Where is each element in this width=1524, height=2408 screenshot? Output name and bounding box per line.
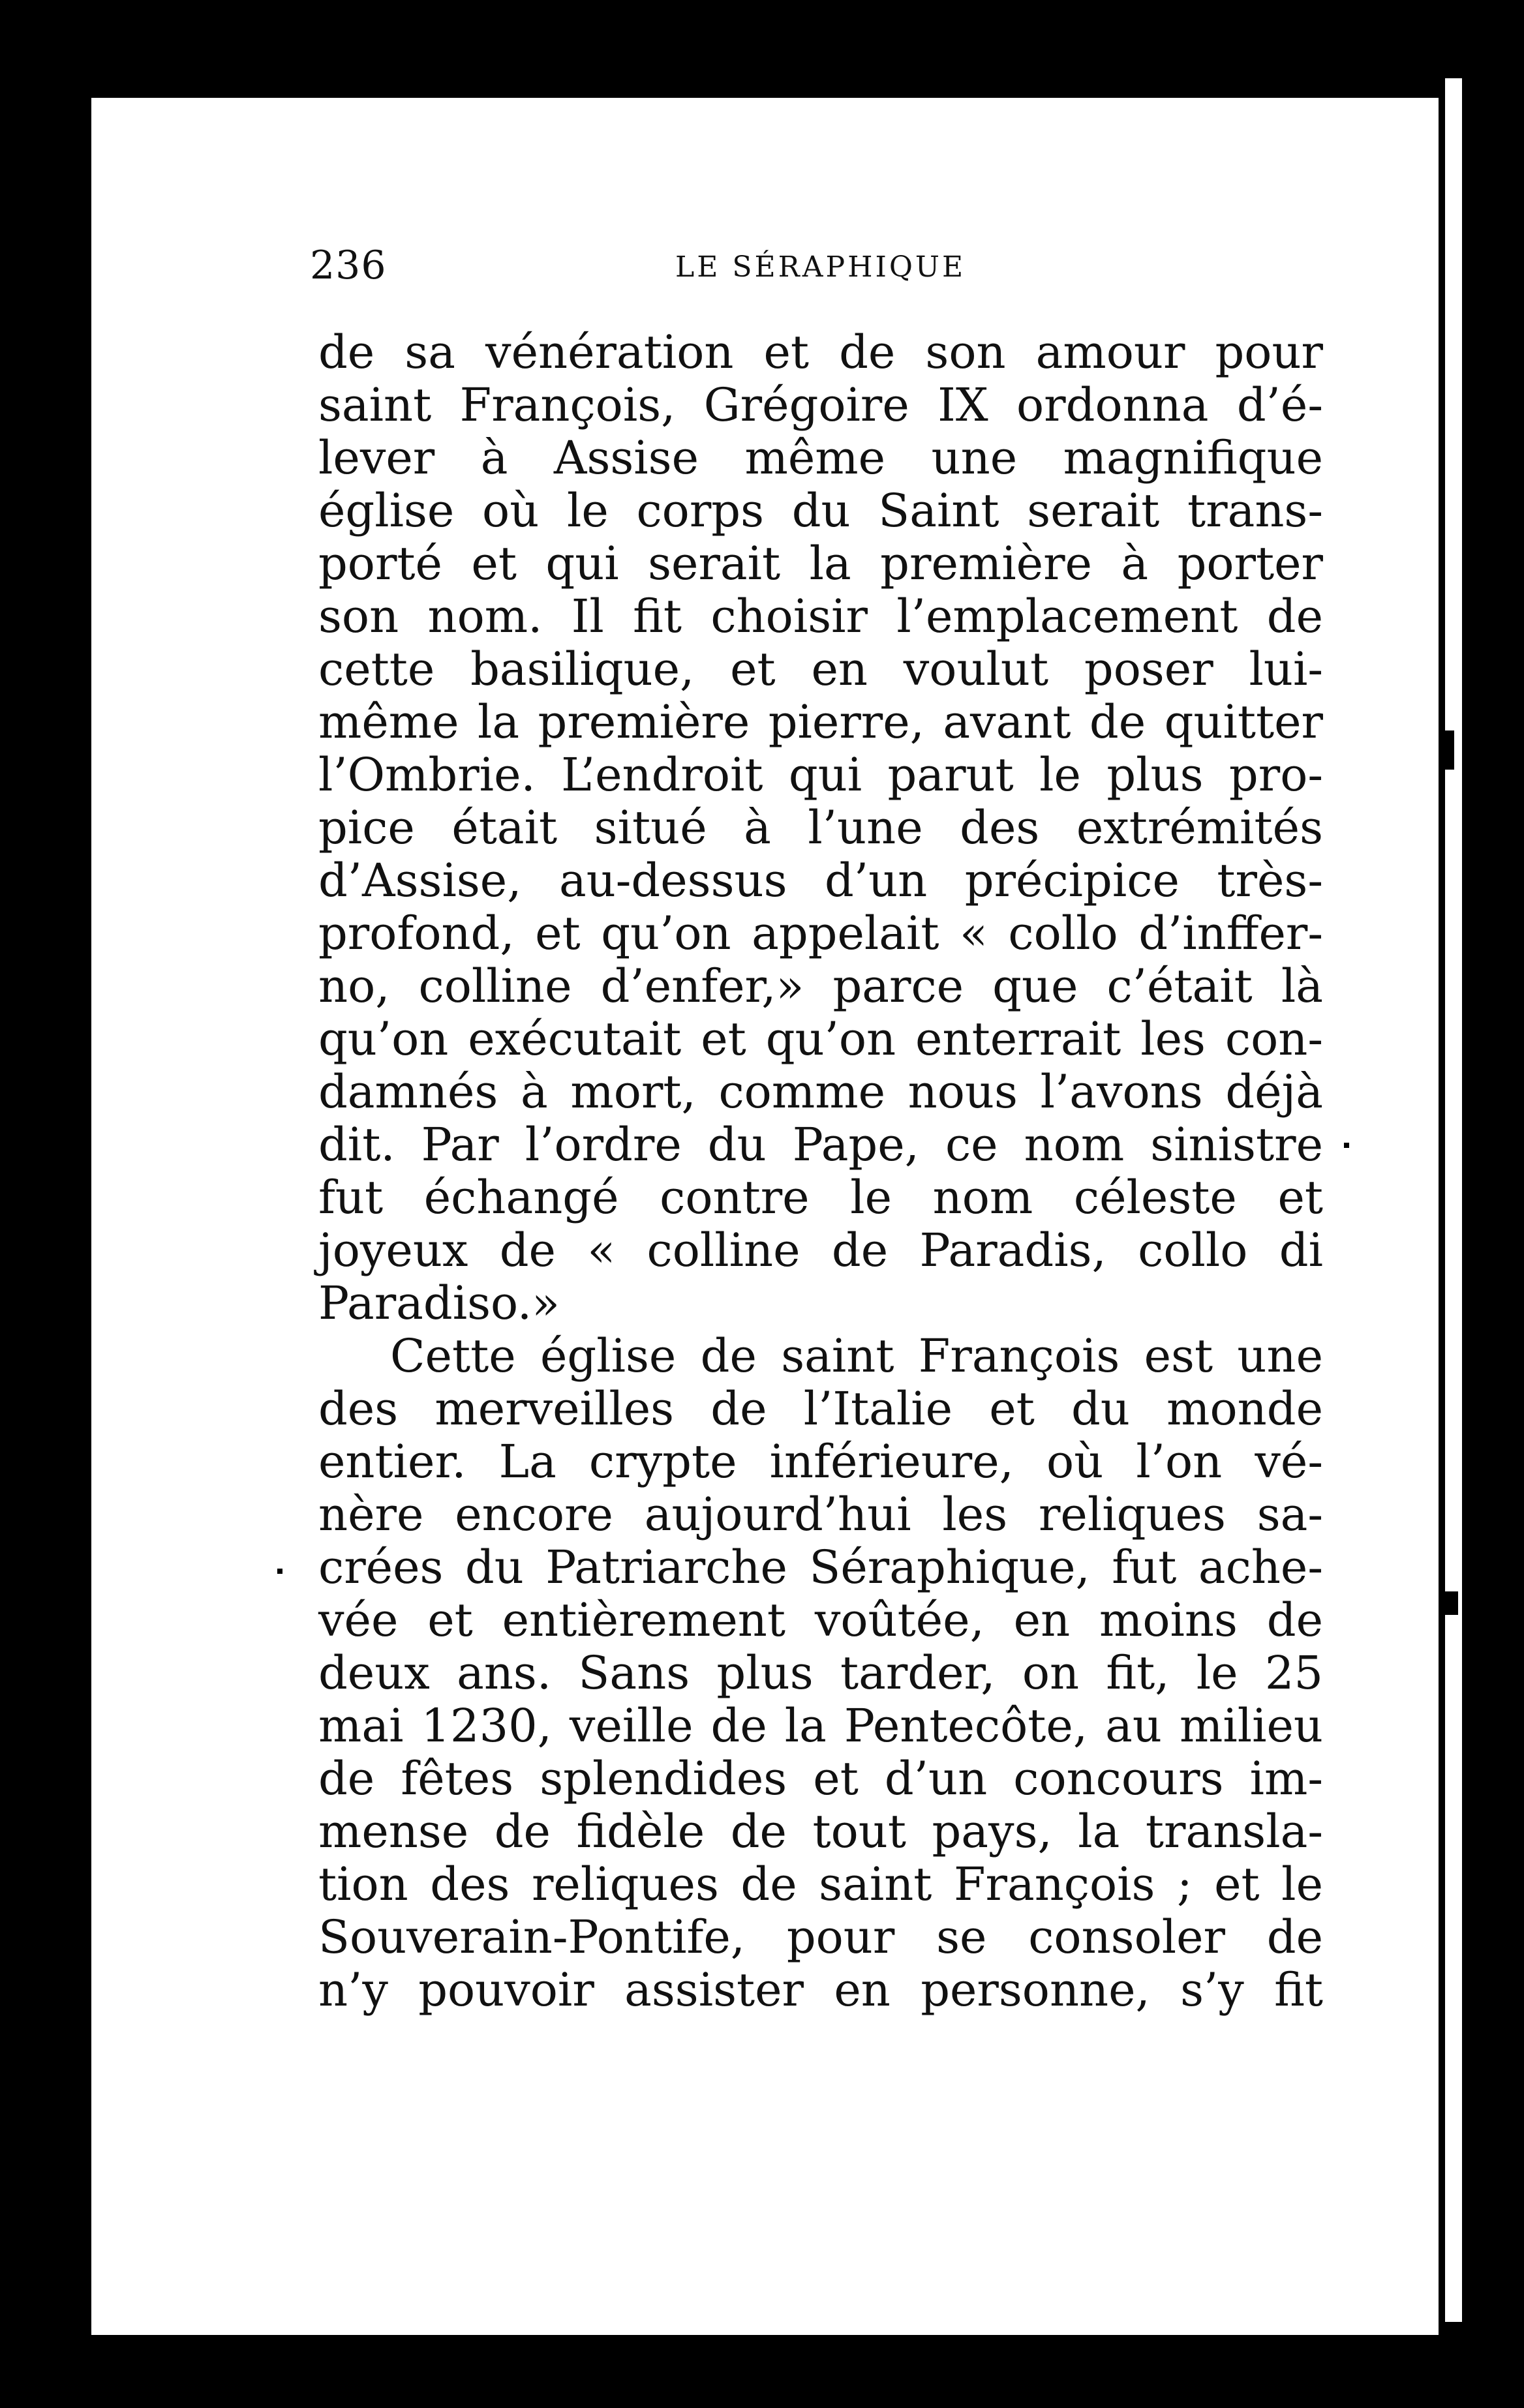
text-line: deux ans. Sans plus tarder, on fit, le 25 xyxy=(318,1646,1323,1700)
text-line: l’Ombrie. L’endroit qui parut le plus pro- xyxy=(318,748,1323,802)
text-line: fut échangé contre le nom céleste et xyxy=(318,1171,1323,1224)
text-line: lever à Assise même une magnifique xyxy=(318,431,1323,485)
text-line: saint François, Grégoire IX ordonna d’é- xyxy=(318,378,1323,432)
text-line: Cette église de saint François est une xyxy=(390,1329,1323,1383)
text-line: d’Assise, au-dessus d’un précipice très- xyxy=(318,854,1323,907)
text-line: même la première pierre, avant de quitter xyxy=(318,695,1323,749)
body-text xyxy=(318,326,1323,2017)
text-line: damnés à mort, comme nous l’avons déjà xyxy=(318,1065,1323,1119)
text-line: vée et entièrement voûtée, en moins de xyxy=(318,1593,1323,1647)
text-line: crées du Patriarche Séraphique, fut ache- xyxy=(318,1541,1323,1594)
page-header xyxy=(310,243,1328,301)
text-line: des merveilles de l’Italie et du monde xyxy=(318,1382,1323,1436)
scan-artifact xyxy=(277,1569,282,1574)
text-line: profond, et qu’on appelait « collo d’inffer- xyxy=(318,907,1323,960)
text-line: porté et qui serait la première à porter xyxy=(318,537,1323,590)
text-line: Paradiso.» xyxy=(318,1276,560,1330)
text-line: joyeux de « colline de Paradis, collo di xyxy=(318,1224,1323,1277)
text-line: de fêtes splendides et d’un concours im- xyxy=(318,1752,1323,1805)
text-line: cette basilique, et en voulut poser lui- xyxy=(318,642,1323,696)
text-line: pice était situé à l’une des extrémités xyxy=(318,801,1323,854)
scan-artifact xyxy=(1445,730,1454,770)
text-line: no, colline d’enfer,» parce que c’était là xyxy=(318,959,1323,1013)
text-line: tion des reliques de saint François ; et le xyxy=(318,1858,1323,1911)
text-line: église où le corps du Saint serait trans- xyxy=(318,484,1323,537)
running-title: LE SÉRAPHIQUE xyxy=(675,250,966,284)
text-line: mai 1230, veille de la Pentecôte, au milieu xyxy=(318,1699,1323,1753)
text-line: entier. La crypte inférieure, où l’on vé- xyxy=(318,1435,1323,1488)
text-line: de sa vénération et de son amour pour xyxy=(318,325,1323,379)
text-line: n’y pouvoir assister en personne, s’y fit xyxy=(318,1963,1323,2017)
text-line: mense de fidèle de tout pays, la transla- xyxy=(318,1805,1323,1858)
page-edge xyxy=(1445,78,1462,2322)
text-line: nère encore aujourd’hui les reliques sa- xyxy=(318,1488,1323,1541)
text-line: dit. Par l’ordre du Pape, ce nom sinistre xyxy=(318,1118,1323,1171)
text-line: Souverain-Pontife, pour se consoler de xyxy=(318,1910,1323,1964)
text-line: qu’on exécutait et qu’on enterrait les con- xyxy=(318,1012,1323,1066)
text-line: son nom. Il fit choisir l’emplacement de xyxy=(318,590,1323,643)
page-number: 236 xyxy=(310,243,387,288)
scan-artifact xyxy=(1344,1143,1349,1148)
scan-artifact xyxy=(1439,1591,1458,1615)
